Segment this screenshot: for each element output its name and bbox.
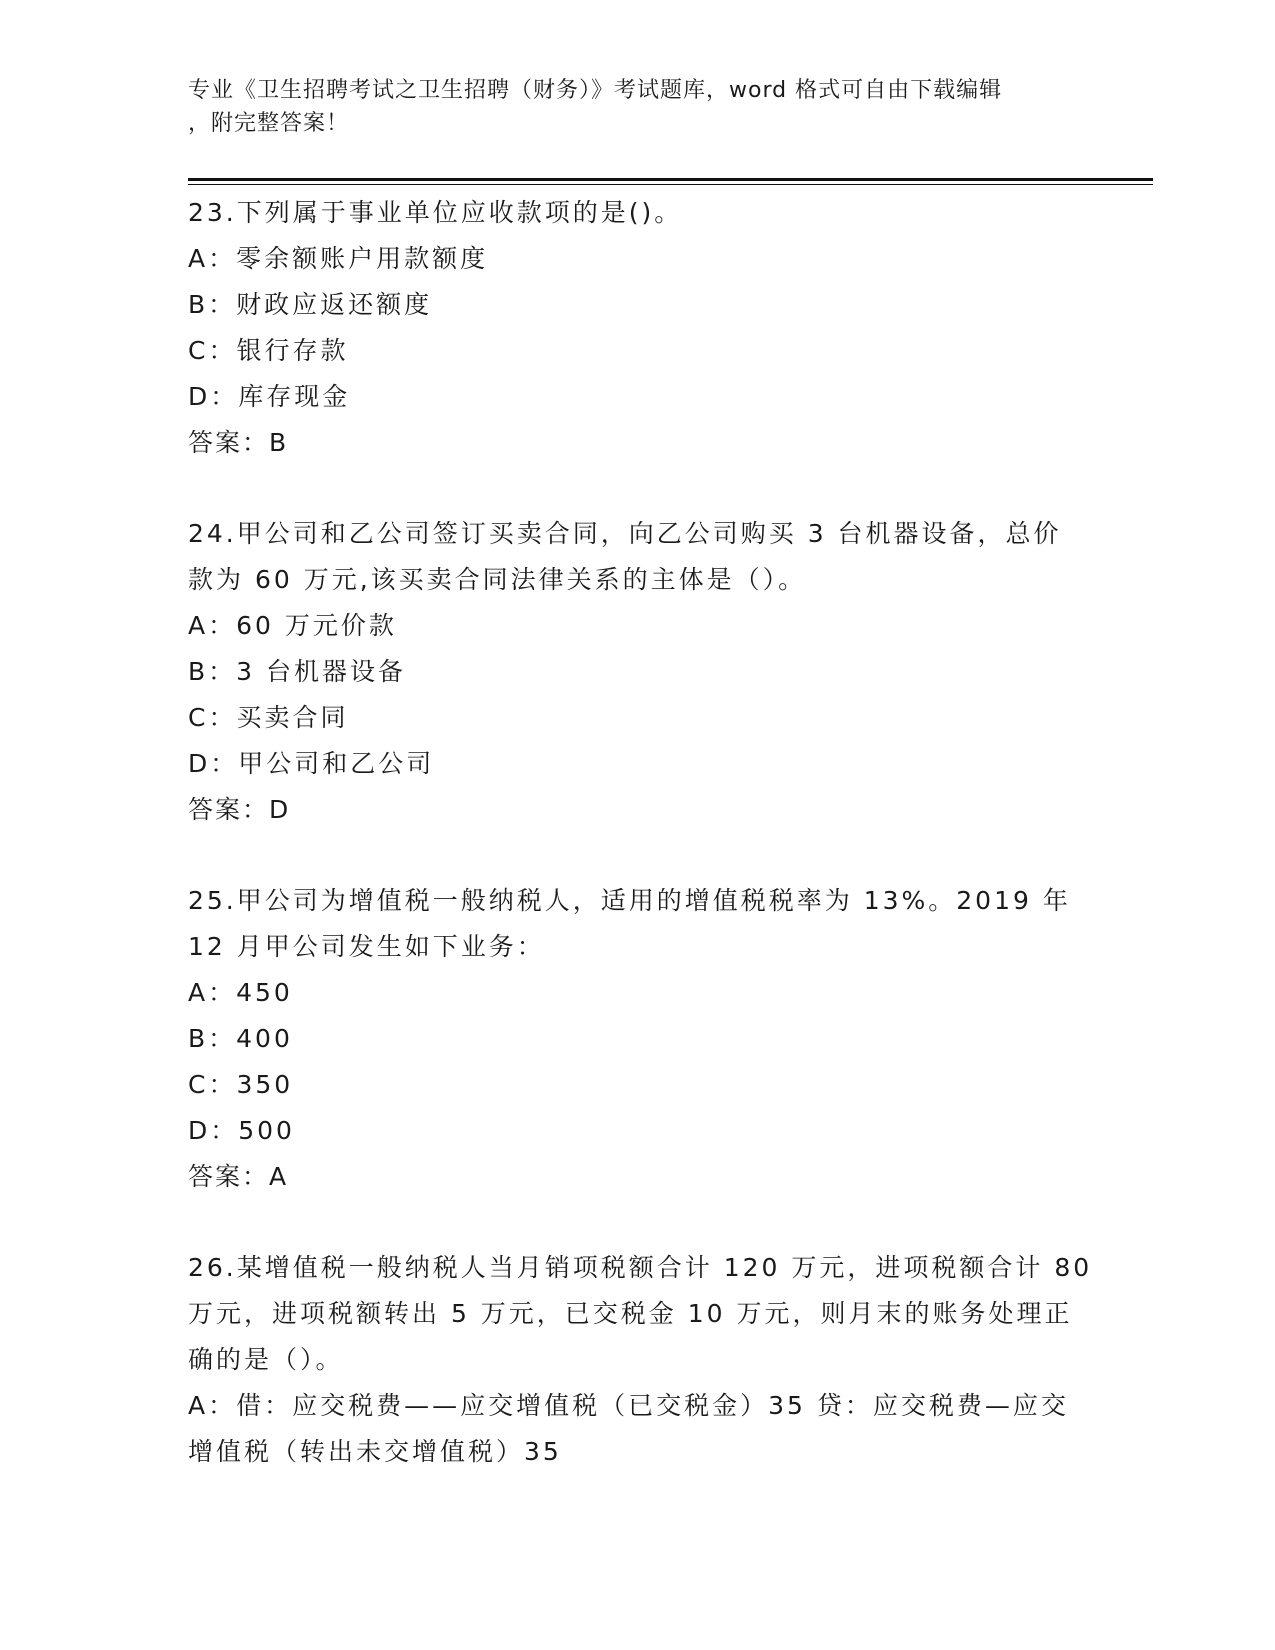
question-spacer <box>188 833 1088 878</box>
question-item <box>188 878 1088 1200</box>
header-line-1: 专业《卫生招聘考试之卫生招聘（财务）》考试题库，word 格式可自由下载编辑 <box>188 78 1003 103</box>
header-divider-thin <box>188 184 1153 185</box>
question-stem: 25.甲公司为增值税一般纳税人，适用的增值税税率为 13%。2019 年 <box>188 886 1071 915</box>
question-stem: 24.甲公司和乙公司签订买卖合同，向乙公司购买 3 台机器设备，总价 <box>188 519 1062 548</box>
answer-label: 答案：A <box>188 1162 289 1191</box>
option-b: B：财政应返还额度 <box>188 290 433 319</box>
answer-label: 答案：B <box>188 428 289 457</box>
question-stem-continued: 12 月甲公司发生如下业务： <box>188 932 545 961</box>
option-c: C：350 <box>188 1070 294 1099</box>
question-item <box>188 190 1088 466</box>
header-divider-thick <box>188 178 1153 181</box>
question-stem-continued: 确的是（）。 <box>188 1345 344 1374</box>
option-b: B：3 台机器设备 <box>188 657 407 686</box>
option-a: A：零余额账户用款额度 <box>188 244 489 273</box>
question-item <box>188 511 1088 833</box>
question-item <box>188 1245 1093 1475</box>
question-list <box>188 190 1093 1475</box>
question-stem-continued: 万元，进项税额转出 5 万元，已交税金 10 万元，则月末的账务处理正 <box>188 1299 1073 1328</box>
option-a: A：450 <box>188 978 293 1007</box>
question-spacer <box>188 1200 1088 1245</box>
option-a: A：60 万元价款 <box>188 611 397 640</box>
option-b: B：400 <box>188 1024 293 1053</box>
option-d: D：500 <box>188 1116 295 1145</box>
answer-label: 答案：D <box>188 795 291 824</box>
option-c: C：买卖合同 <box>188 703 349 732</box>
question-stem: 26.某增值税一般纳税人当月销项税额合计 120 万元，进项税额合计 80 <box>188 1253 1093 1282</box>
question-stem-continued: 款为 60 万元,该买卖合同法律关系的主体是（）。 <box>188 565 807 594</box>
document-header <box>188 74 1068 140</box>
option-c: C：银行存款 <box>188 336 349 365</box>
question-stem: 23.下列属于事业单位应收款项的是()。 <box>188 198 683 227</box>
header-line-2: ，附完整答案！ <box>188 111 350 136</box>
option-d: D：库存现金 <box>188 382 351 411</box>
option-a-continued: 增值税（转出未交增值税）35 <box>188 1437 562 1466</box>
option-a: A：借：应交税费——应交增值税（已交税金）35 贷：应交税费—应交 <box>188 1391 1069 1420</box>
question-spacer <box>188 466 1088 511</box>
option-d: D：甲公司和乙公司 <box>188 749 435 778</box>
